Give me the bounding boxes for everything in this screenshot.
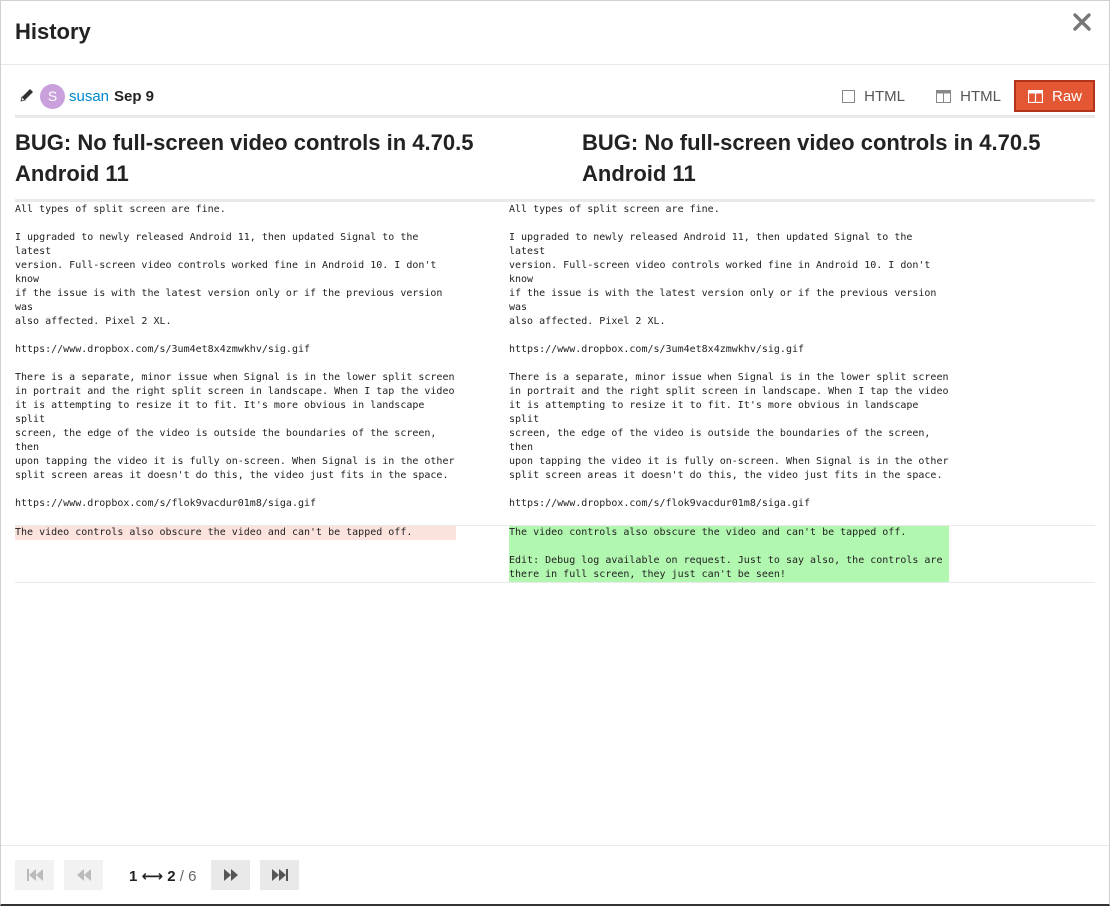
divider: [15, 115, 1095, 118]
last-revision-button[interactable]: [260, 860, 299, 890]
modal-header: [1, 1, 1109, 65]
raw-label: Raw: [1051, 87, 1082, 105]
title-old: BUG: No full-screen video controls in 4.70.5 Android 11: [15, 130, 474, 186]
square-icon: [842, 90, 855, 103]
avatar[interactable]: S: [40, 84, 65, 109]
revision-date: Sep 9: [114, 88, 155, 105]
raw-text-new: All types of split screen are fine. I upgraded to newly released Android 11, then updated Signal to the latest version. Full-screen video controls worked fine in Android 10. I don't know if the issue is with the latest version only or if the previous version was also affected. Pixel 2 XL. https://www.dropbox.com/s/3um4et8x4zmwkhv/sig.gif There is a separate, minor issue when Signal is in the lower split screen in portrait and the right split screen in landscape. When I tap the video it is attempting to resize it to fit. It's more obvious in landscape split screen, the edge of the video is outside the boundaries of the screen, then upon tapping the video it is fully on-screen. When Signal is in the other split screen areas it doesn't do this, the video just fits in the space. https://www.dropbox.com/s/flok9vacdur01m8/siga.gif: [509, 204, 949, 509]
divider: [15, 199, 1095, 202]
inserted-text: The video controls also obscure the video and can't be tapped off. Edit: Debug log available on request. Just to say also, the controls are there in full screen, they just can't be seen!: [509, 526, 949, 582]
diff-row-unchanged: [15, 203, 1095, 526]
fast-forward-icon: [272, 869, 288, 881]
columns-icon: [936, 90, 951, 103]
modal-title: History: [15, 19, 91, 44]
raw-button[interactable]: [1014, 80, 1095, 112]
revision-details: [15, 80, 1095, 112]
pencil-icon: [19, 87, 35, 103]
diff-row-changed: [15, 526, 1095, 583]
username-link[interactable]: susan: [69, 88, 110, 105]
title-new: BUG: No full-screen video controls in 4.70.5 Android 11: [582, 130, 1041, 186]
deleted-text: The video controls also obscure the video and can't be tapped off.: [15, 526, 456, 540]
close-icon: [1071, 11, 1093, 33]
backward-icon: [76, 869, 92, 881]
side-by-side-html-label: HTML: [960, 87, 1001, 105]
fast-backward-icon: [27, 869, 43, 881]
range-slash: /: [175, 868, 189, 885]
columns-icon: [1028, 90, 1043, 103]
inline-html-label: HTML: [864, 87, 905, 105]
next-revision-button[interactable]: [211, 860, 250, 890]
raw-text-old: All types of split screen are fine. I upgraded to newly released Android 11, then updated Signal to the latest version. Full-screen video controls worked fine in Android 10. I don't know if the issue is with the latest version only or if the previous version was also affected. Pixel 2 XL. https://www.dropbox.com/s/3um4et8x4zmwkhv/sig.gif There is a separate, minor issue when Signal is in the lower split screen in portrait and the right split screen in landscape. When I tap the video it is attempting to resize it to fit. It's more obvious in landscape split screen, the edge of the video is outside the boundaries of the screen, then upon tapping the video it is fully on-screen. When Signal is in the other split screen areas it doesn't do this, the video just fits in the space. https://www.dropbox.com/s/flok9vacdur01m8/siga.gif: [15, 204, 455, 509]
revision-total: 6: [188, 868, 197, 885]
raw-diff: [15, 203, 1095, 583]
revision-from: 1: [129, 868, 138, 885]
revision-to: 2: [167, 868, 176, 885]
revision-range: [129, 867, 196, 885]
range-arrow: ⟷: [141, 868, 164, 885]
inline-html-button[interactable]: [830, 80, 917, 112]
previous-revision-button[interactable]: [64, 860, 103, 890]
close-button[interactable]: [1071, 11, 1093, 33]
changed-old-wrapper: [15, 526, 509, 582]
forward-icon: [223, 869, 239, 881]
history-footer: [1, 845, 1109, 905]
first-revision-button[interactable]: [15, 860, 54, 890]
side-by-side-html-button[interactable]: [924, 80, 1013, 112]
